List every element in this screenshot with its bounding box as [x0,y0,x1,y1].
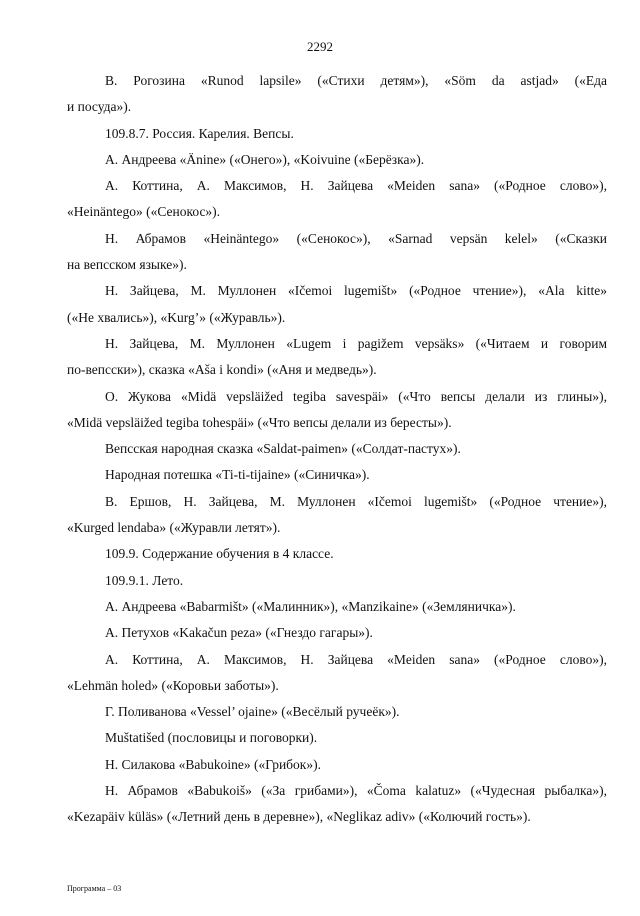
text-line: по-вепсски»), сказка «Aša i kondi» («Аня и медведь»). [67,362,377,378]
text-line: А. Петухов «Kakačun peza» («Гнездо гагары»). [105,625,373,641]
text-line: и посуда»). [67,99,132,115]
text-line: Н. Зайцева, М. Муллонен «Lugem i pagižem vepsäks» («Читаем и говорим [105,335,607,351]
page-number: 2292 [307,39,333,54]
text-line: А. Коттина, А. Максимов, Н. Зайцева «Meiden sana» («Родное слово»), [105,178,607,194]
text-line: 109.9.1. Лето. [105,572,184,588]
text-line: на вепсском языке»). [67,257,187,273]
text-line: О. Жукова «Midä vepsläižed tegiba savespäi» («Что вепсы делали из глины»), [105,388,607,404]
text-line: Вепсская народная сказка «Saldat-paimen» («Солдат-пастух»). [105,441,461,457]
text-line: 109.8.7. Россия. Карелия. Вепсы. [105,125,294,141]
text-line: Г. Поливанова «Vessel’ ojaine» («Весёлый ручеёк»). [105,704,400,720]
text-line: «Kurged lendaba» («Журавли летят»). [67,520,281,536]
page-footer: Программа – 03 [67,884,122,893]
text-line: «Midä vepsläižed tegiba tohespäi» («Что вепсы делали из бересты»). [67,414,452,430]
text-line: Народная потешка «Ti-ti-tijaine» («Синичка»). [105,467,370,483]
text-line: В. Рогозина «Runod lapsile» («Стихи детям»), «Söm da astjad» («Еда [105,73,607,88]
text-line: Н. Абрамов «Heinäntego» («Сенокос»), «Sarnad vepsän kelel» («Сказки [105,230,607,246]
document-body [67,68,607,831]
text-line: «Lehmän holed» («Коровьи заботы»). [67,677,279,693]
text-line: А. Андреева «Änine» («Онего»), «Koivuine («Берёзка»). [105,151,425,167]
text-line: 109.9. Содержание обучения в 4 классе. [105,546,334,562]
text-line: «Kezapäiv küläs» («Летний день в деревне»), «Neglikaz adiv» («Колючий гость»). [67,809,531,825]
text-line: А. Коттина, А. Максимов, Н. Зайцева «Meiden sana» («Родное слово»), [105,651,607,667]
text-line: Н. Силакова «Babukoine» («Грибок»). [105,756,321,772]
text-line: А. Андреева «Babarmišt» («Малинник»), «Manzikaine» («Земляничка»). [105,598,516,614]
text-line: В. Ершов, Н. Зайцева, М. Муллонен «Ičemoi lugemišt» («Родное чтение»), [105,493,607,509]
text-line: Muštatišed (пословицы и поговорки). [105,730,318,746]
text-line: «Heinäntego» («Сенокос»). [67,204,221,220]
text-line: Н. Абрамов «Babukoiš» («За грибами»), «Čoma kalatuz» («Чудесная рыбалка»), [105,783,607,799]
text-line: Н. Зайцева, М. Муллонен «Ičemoi lugemišt» («Родное чтение»), «Ala kitte» [105,283,607,299]
text-line: («Не хвались»), «Kurg’» («Журавль»). [67,309,286,325]
